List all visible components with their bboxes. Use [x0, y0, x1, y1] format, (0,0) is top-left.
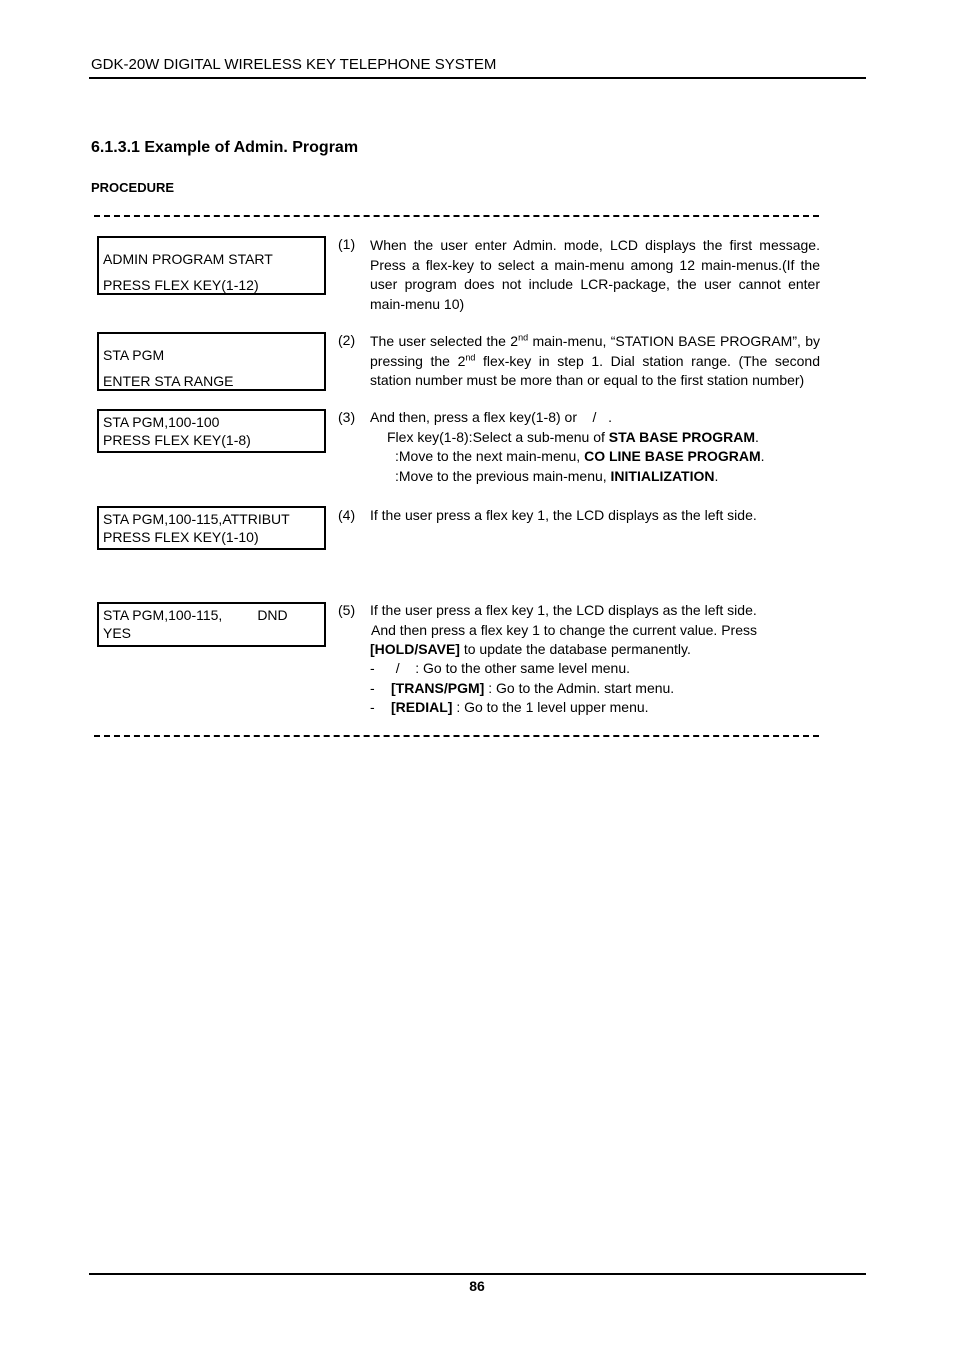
step-number: (4)	[338, 507, 356, 523]
footer-rule	[89, 1273, 866, 1275]
section-title: 6.1.3.1 Example of Admin. Program	[91, 139, 359, 156]
lcd-line: PRESS FLEX KEY(1-8)	[103, 432, 251, 448]
step-4-text: If the user press a flex key 1, the LCD displays as the left side.	[370, 507, 757, 523]
lcd-line: STA PGM,100-115, DND	[103, 607, 288, 623]
step-5-bullet-dash: -	[370, 680, 375, 696]
step-5-line-1: If the user press a flex key 1, the LCD displays as the left side.	[370, 602, 757, 618]
step-5-line-2: And then press a flex key 1 to change the current value. Press	[371, 622, 757, 638]
lcd-display-step-1	[97, 236, 326, 295]
lcd-line: ENTER STA RANGE	[103, 373, 234, 389]
step-3-line-3: :Move to the next main-menu, CO LINE BASE PROGRAM.	[395, 448, 765, 464]
lcd-line: PRESS FLEX KEY(1-10)	[103, 529, 259, 545]
step-5-bullet-3: [REDIAL] : Go to the 1 level upper menu.	[391, 699, 649, 715]
step-number: (1)	[338, 236, 356, 252]
step-5-line-3: [HOLD/SAVE] to update the database permanently.	[370, 641, 691, 657]
step-5-bullet-dash: -	[370, 660, 375, 676]
step-3-line-4: :Move to the previous main-menu, INITIALIZATION.	[395, 468, 719, 484]
lcd-line: ADMIN PROGRAM START	[103, 251, 273, 267]
step-3-line-2: Flex key(1-8):Select a sub-menu of STA BASE PROGRAM.	[387, 429, 759, 445]
step-5-bullet-1: / : Go to the other same level menu.	[388, 660, 631, 676]
step-2-text: The user selected the 2nd main-menu, “STATION BASE PROGRAM”, by pressing the 2nd flex-key in step 1. Dial station range. (The second station number must be more than or equal to the first station number)	[370, 332, 821, 388]
lcd-line: STA PGM	[103, 347, 165, 363]
page-number: 86	[469, 1278, 485, 1294]
lcd-line: STA PGM,100-100	[103, 414, 220, 430]
step-5-bullet-2: [TRANS/PGM] : Go to the Admin. start menu.	[391, 680, 675, 696]
step-5-bullet-dash: -	[370, 699, 375, 715]
lcd-line: STA PGM,100-115,ATTRIBUT	[103, 511, 290, 527]
step-number: (2)	[338, 332, 356, 348]
lcd-line: PRESS FLEX KEY(1-12)	[103, 277, 259, 293]
step-number: (3)	[338, 409, 356, 425]
step-3-line-1: And then, press a flex key(1-8) or / .	[370, 409, 612, 425]
bottom-dashed-divider	[94, 735, 819, 737]
step-number: (5)	[338, 602, 356, 618]
step-1-text: When the user enter Admin. mode, LCD displays the first message. Press a flex-key to select a main-menu among 12 main-menus.(If the user program does not include LCR-package, the user cannot enter main-menu 10)	[370, 237, 820, 312]
header-title: GDK-20W DIGITAL WIRELESS KEY TELEPHONE SYSTEM	[91, 56, 497, 73]
lcd-display-step-2	[97, 332, 326, 391]
lcd-display-step-4	[97, 506, 326, 550]
lcd-display-step-5	[97, 602, 326, 647]
procedure-heading: PROCEDURE	[91, 180, 175, 195]
lcd-display-step-3	[97, 409, 326, 453]
header-rule	[89, 77, 866, 79]
lcd-line: YES	[103, 625, 132, 641]
top-dashed-divider	[94, 215, 819, 217]
